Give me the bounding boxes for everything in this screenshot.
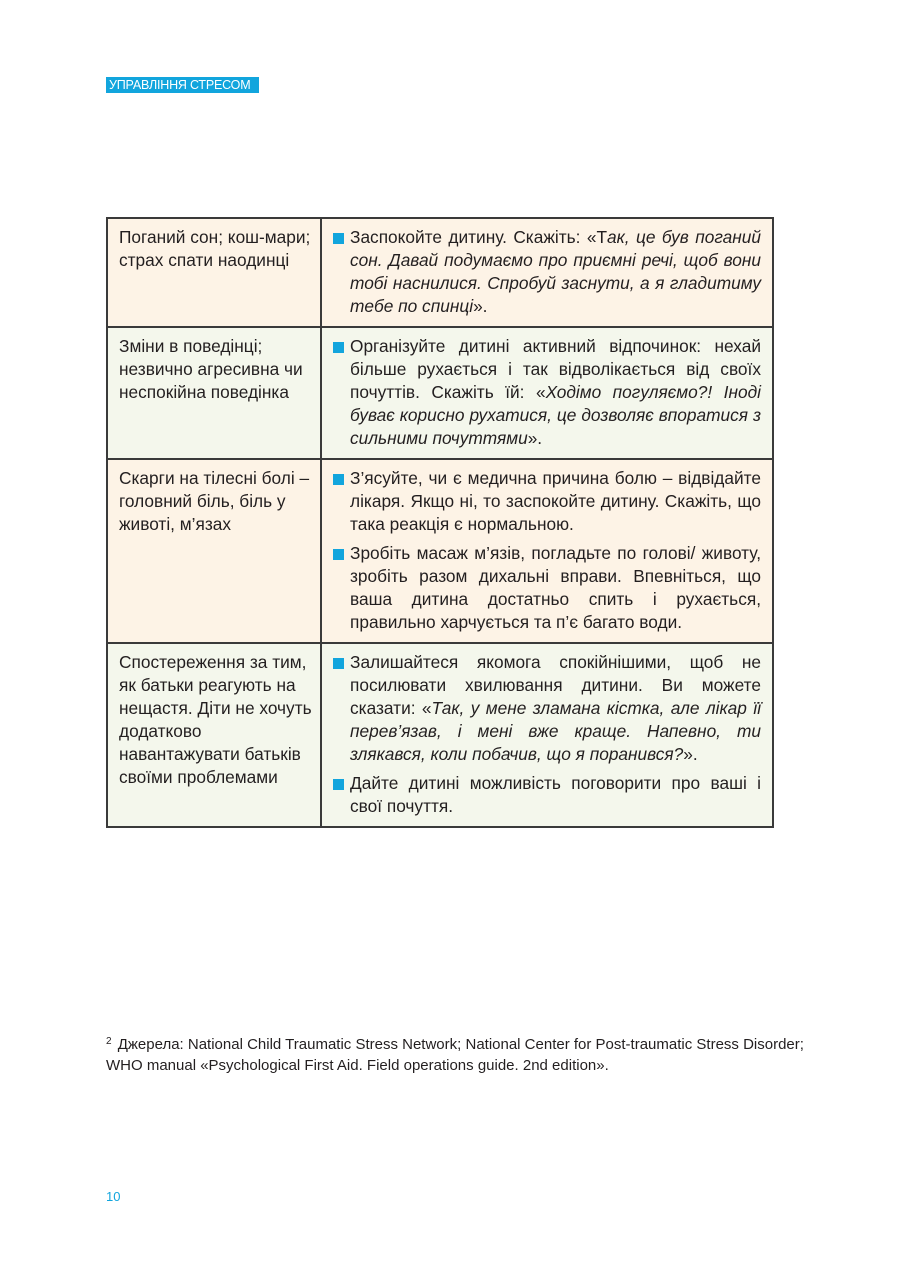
advice-item: Дайте дитині можливість поговорити про ваші і свої почуття. (332, 772, 761, 818)
advice-cell (321, 327, 773, 459)
table-row (107, 643, 773, 827)
square-bullet-icon (333, 474, 344, 485)
symptom-cell: Зміни в поведінці; незвично агресивна чи неспокійна поведінка (107, 327, 321, 459)
advice-cell (321, 643, 773, 827)
advice-item: Організуйте дитині активний відпочинок: нехай більше рухається і так відволікається від своїх почуттів. Скажіть їй: «Ходімо погуляємо?! Іноді буває корисно рухатися, це дозволяє впоратися з сильними почуттями». (332, 335, 761, 450)
advice-item: Залишайтеся якомога спокійнішими, щоб не посилювати хвилювання дитини. Ви можете сказати: «Так, у мене зламана кістка, але лікар її перев’язав, і мені вже краще. Напевно, ти злякався, коли побачив, що я поранився?». (332, 651, 761, 766)
square-bullet-icon (333, 549, 344, 560)
footnote-number: 2 (106, 1036, 112, 1047)
table-row (107, 218, 773, 327)
table-row (107, 459, 773, 643)
square-bullet-icon (333, 342, 344, 353)
symptom-cell: Поганий сон; кош-мари; страх спати наодинці (107, 218, 321, 327)
section-header-tag: УПРАВЛІННЯ СТРЕСОМ (106, 77, 259, 93)
square-bullet-icon (333, 658, 344, 669)
table-row (107, 327, 773, 459)
page-number: 10 (106, 1189, 121, 1204)
advice-table (106, 217, 774, 828)
footnote-text: Джерела: National Child Traumatic Stress Network; National Center for Post-traumatic Stress Disorder; WHO manual «Psychological First Aid. Field operations guide. 2nd edition». (106, 1036, 804, 1074)
advice-item: Заспокойте дитину. Скажіть: «Так, це був поганий сон. Давай подумаємо про приємні речі, щоб вони тобі наснилися. Спробуй заснути, а я гладитиму тебе по спинці». (332, 226, 761, 318)
symptom-cell: Спостереження за тим, як батьки реагують на нещастя. Діти не хочуть додатково навантажувати батьків своїми проблемами (107, 643, 321, 827)
advice-cell (321, 459, 773, 643)
square-bullet-icon (333, 233, 344, 244)
advice-item: З’ясуйте, чи є медична причина болю – відвідайте лікаря. Якщо ні, то заспокойте дитину. Скажіть, що така реакція є нормальною. (332, 467, 761, 536)
square-bullet-icon (333, 779, 344, 790)
advice-cell (321, 218, 773, 327)
symptom-cell: Скарги на тілесні болі – головний біль, біль у животі, м’язах (107, 459, 321, 643)
footnote (106, 1031, 806, 1076)
advice-item: Зробіть масаж м’язів, погладьте по голові/ животу, зробіть разом дихальні вправи. Впевніться, що ваша дитина достатньо спить і рухається, правильно харчується та п’є багато води. (332, 542, 761, 634)
